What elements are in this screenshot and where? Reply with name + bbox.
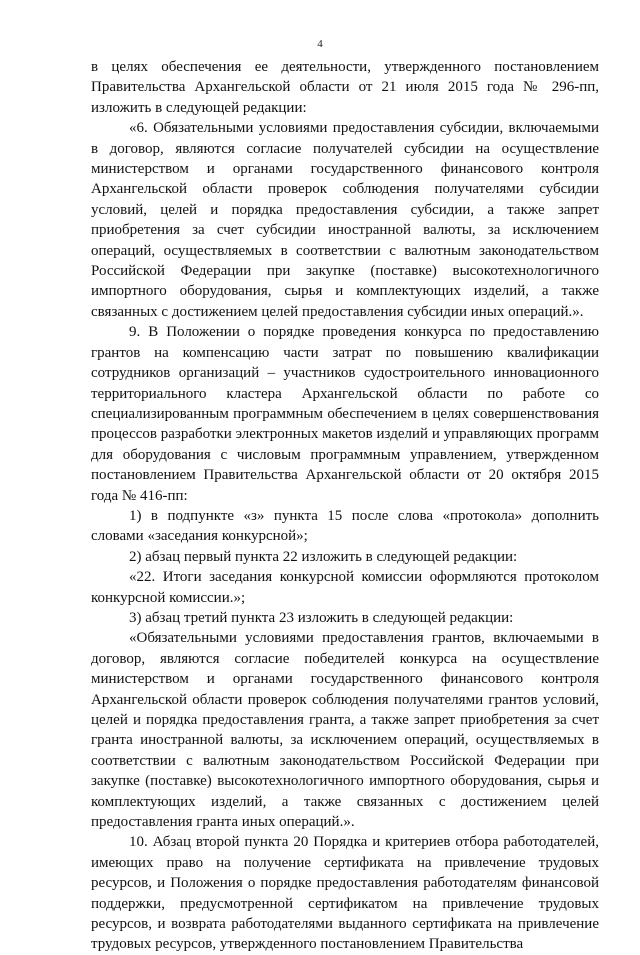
paragraph: «6. Обязательными условиями предоставления субсидии, включаемыми в договор, являются согласие получателей субсидии на осуществление министерством и органами государственного финансового контроля Архангельской области проверок соблюдения получателями субсидии условий, целей и порядка предоставления субсидии, а также запрет приобретения за счет субсидии иностранной валюты, за исключением операций, осуществляемых в соответствии с валютным законодательством Российской Федерации при закупке (поставке) высокотехнологичного импортного оборудования, сырья и комплектующих изделий, а также связанных с достижением целей предоставления субсидии иных операций.». [91,120,599,320]
paragraph: в целях обеспечения ее деятельности, утвержденного постановлением Правительства Архангельской области от 21 июля 2015 года № 296-пп, изложить в следующей редакции: [91,59,599,116]
paragraph: 10. Абзац второй пункта 20 Порядка и критериев отбора работодателей, имеющих право на получение сертификата на привлечение трудовых ресурсов, и Положения о порядке предоставления работодателям финансовой поддержки, предусмотренной сертификатом на привлечение трудовых ресурсов, и возврата работодателями выданного сертификата на привлечение трудовых ресурсов, утвержденного постановлением Правительства [91,834,599,953]
paragraph: 2) абзац первый пункта 22 изложить в следующей редакции: [129,548,518,565]
paragraph: 1) в подпункте «з» пункта 15 после слова «протокола» дополнить словами «заседания конкурсной»; [91,507,599,545]
paragraph: «Обязательными условиями предоставления грантов, включаемыми в договор, являются согласие победителей конкурса на осуществление министерством и органами государственного финансового контроля Архангельской области проверок соблюдения получателями грантов условий, целей и порядка предоставления гранта, а также запрет приобретения за счет гранта иностранной валюты, за исключением операций, осуществляемых в соответствии с валютным законодательством Российской Федерации при закупке (поставке) высокотехнологичного импортного оборудования, сырья и комплектующих изделий, а также связанных с достижением целей предоставления гранта иных операций.». [91,630,599,831]
page-number: 4 [317,38,323,50]
paragraph: 3) абзац третий пункта 23 изложить в следующей редакции: [129,609,514,626]
document-body [91,57,599,955]
paragraph: 9. В Положении о порядке проведения конкурса по предоставлению грантов на компенсацию части затрат по повышению квалификации сотрудников организаций – участников судостроительного инновационного территориального кластера Архангельской области по работе со специализированным программным обеспечением в целях совершенствования процессов разработки электронных макетов изделий и управляющих программ для оборудования с числовым программным управлением, утвержденном постановлением Правительства Архангельской области от 20 октября 2015 года № 416-пп: [91,324,599,504]
paragraph: «22. Итоги заседания конкурсной комиссии оформляются протоколом конкурсной комиссии.»; [91,569,599,606]
